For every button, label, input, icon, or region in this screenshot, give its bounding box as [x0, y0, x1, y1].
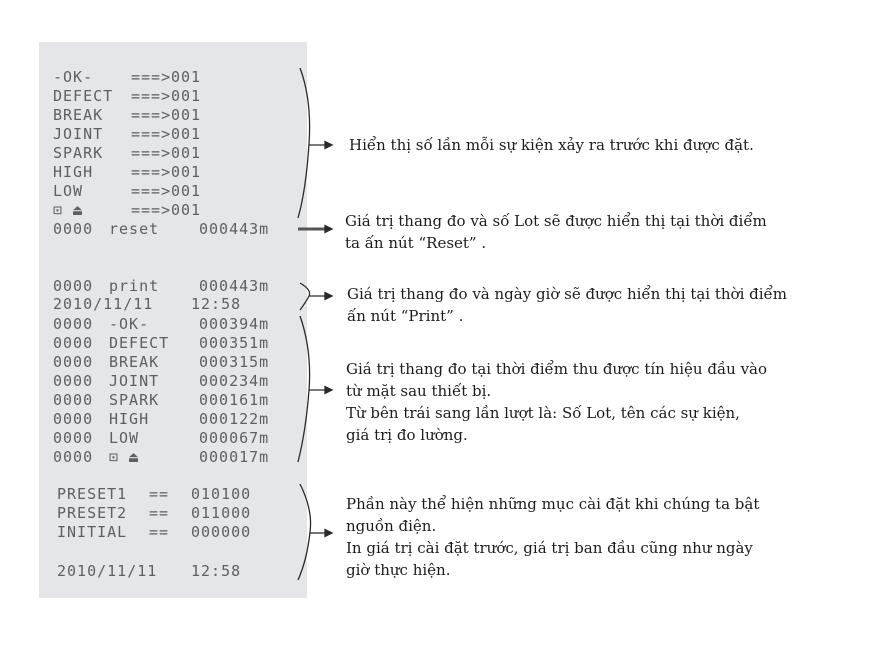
measure-row	[53, 353, 293, 371]
event-name: BREAK	[109, 353, 160, 371]
arrow: ===>	[131, 106, 172, 124]
lot-number: 0000	[53, 353, 94, 371]
preset-name: PRESET1	[57, 485, 128, 503]
preset-row	[53, 523, 293, 541]
lot-number: 0000	[53, 220, 94, 238]
measure-value: 000394m	[199, 315, 270, 333]
event-name: ⊡ ⏏	[109, 448, 140, 466]
measure-value: 000161m	[199, 391, 270, 409]
note-line: Phần này thể hiện những mục cài đặt khi chúng ta bật	[346, 495, 760, 513]
note-measures	[346, 358, 767, 446]
lot-number: 0000	[53, 391, 94, 409]
event-name: HIGH	[109, 410, 150, 428]
preset-value: 010100	[191, 485, 252, 503]
note-line: giá trị đo lường.	[346, 426, 468, 444]
lot-number: 0000	[53, 277, 94, 295]
measure-value: 000017m	[199, 448, 270, 466]
measure-row	[53, 334, 293, 352]
print-datetime-row	[53, 295, 293, 313]
preset-value: 011000	[191, 504, 252, 522]
event-count: 001	[171, 87, 202, 105]
arrow: ===>	[131, 201, 172, 219]
preset-name: INITIAL	[57, 523, 128, 541]
measure-value: 000234m	[199, 372, 270, 390]
event-name: SPARK	[109, 391, 160, 409]
lot-number: 0000	[53, 410, 94, 428]
event-count: 001	[171, 201, 202, 219]
arrow: ===>	[131, 182, 172, 200]
reset-label: reset	[109, 220, 160, 238]
event-count: 001	[171, 125, 202, 143]
event-name: LOW	[53, 182, 84, 200]
measure-row	[53, 391, 293, 409]
arrowhead-measures	[325, 387, 332, 394]
preset-sep: ==	[149, 504, 170, 522]
event-count: 001	[171, 144, 202, 162]
event-name: DEFECT	[53, 87, 114, 105]
measure-row	[53, 429, 293, 447]
arrow: ===>	[131, 68, 172, 86]
measure-value: 000122m	[199, 410, 270, 428]
note-counts	[349, 134, 754, 156]
event-count: 001	[171, 68, 202, 86]
measure-row	[53, 448, 293, 466]
arrowhead-counts	[325, 142, 332, 149]
arrowhead-reset	[325, 226, 332, 233]
print-label: print	[109, 277, 160, 295]
event-name: -OK-	[53, 68, 94, 86]
arrowhead-presets	[325, 530, 332, 537]
note-print	[347, 283, 787, 327]
arrow: ===>	[131, 144, 172, 162]
print-date: 2010/11/11	[53, 295, 154, 313]
lot-number: 0000	[53, 334, 94, 352]
printout-receipt	[39, 42, 307, 598]
count-row	[53, 87, 293, 105]
count-row	[53, 106, 293, 124]
power-datetime-row	[53, 562, 293, 580]
note-line: Giá trị thang đo và ngày giờ sẽ được hiển thị tại thời điểm	[347, 285, 787, 303]
preset-sep: ==	[149, 485, 170, 503]
arrow: ===>	[131, 87, 172, 105]
note-line: Giá trị thang đo tại thời điểm thu được tín hiệu đầu vào	[346, 360, 768, 378]
lot-number: 0000	[53, 372, 94, 390]
preset-row	[53, 504, 293, 522]
event-name: DEFECT	[109, 334, 170, 352]
note-line: Từ bên trái sang lần lượt là: Số Lot, tên các sự kiện,	[346, 404, 740, 422]
measure-value: 000443m	[199, 220, 270, 238]
preset-row	[53, 485, 293, 503]
event-name: LOW	[109, 429, 140, 447]
arrowhead-print	[325, 293, 332, 300]
measure-row	[53, 372, 293, 390]
note-line: giờ thực hiện.	[346, 561, 451, 579]
note-line: In giá trị cài đặt trước, giá trị ban đầu cũng như ngày	[346, 539, 753, 557]
event-count: 001	[171, 182, 202, 200]
note-line: từ mặt sau thiết bị.	[346, 382, 492, 400]
note-line: ta ấn nút “Reset” .	[345, 234, 487, 252]
measure-value: 000443m	[199, 277, 270, 295]
lot-number: 0000	[53, 315, 94, 333]
print-time: 12:58	[191, 295, 242, 313]
note-line: nguồn điện.	[346, 517, 437, 535]
count-row	[53, 182, 293, 200]
arrow: ===>	[131, 163, 172, 181]
note-reset	[345, 210, 767, 254]
measure-value: 000351m	[199, 334, 270, 352]
measure-value: 000315m	[199, 353, 270, 371]
measure-row	[53, 315, 293, 333]
note-presets	[346, 493, 759, 581]
count-row	[53, 163, 293, 181]
reset-row	[53, 220, 293, 238]
note-line: Hiển thị số lần mỗi sự kiện xảy ra trước khi được đặt.	[349, 136, 754, 154]
preset-value: 000000	[191, 523, 252, 541]
event-name: BREAK	[53, 106, 104, 124]
preset-name: PRESET2	[57, 504, 128, 522]
event-name: JOINT	[109, 372, 160, 390]
print-row	[53, 277, 293, 295]
measure-row	[53, 410, 293, 428]
preset-sep: ==	[149, 523, 170, 541]
event-name: HIGH	[53, 163, 94, 181]
event-name: JOINT	[53, 125, 104, 143]
note-line: ấn nút “Print” .	[347, 307, 464, 325]
event-name: SPARK	[53, 144, 104, 162]
event-count: 001	[171, 163, 202, 181]
event-name: -OK-	[109, 315, 150, 333]
event-count: 001	[171, 106, 202, 124]
measure-value: 000067m	[199, 429, 270, 447]
count-row	[53, 125, 293, 143]
lot-number: 0000	[53, 448, 94, 466]
event-name: ⊡ ⏏	[53, 201, 84, 219]
count-row	[53, 144, 293, 162]
note-line: Giá trị thang đo và số Lot sẽ được hiển thị tại thời điểm	[345, 212, 767, 230]
count-row	[53, 68, 293, 86]
power-time: 12:58	[191, 562, 242, 580]
lot-number: 0000	[53, 429, 94, 447]
power-date: 2010/11/11	[57, 562, 158, 580]
count-row	[53, 201, 293, 219]
arrow: ===>	[131, 125, 172, 143]
